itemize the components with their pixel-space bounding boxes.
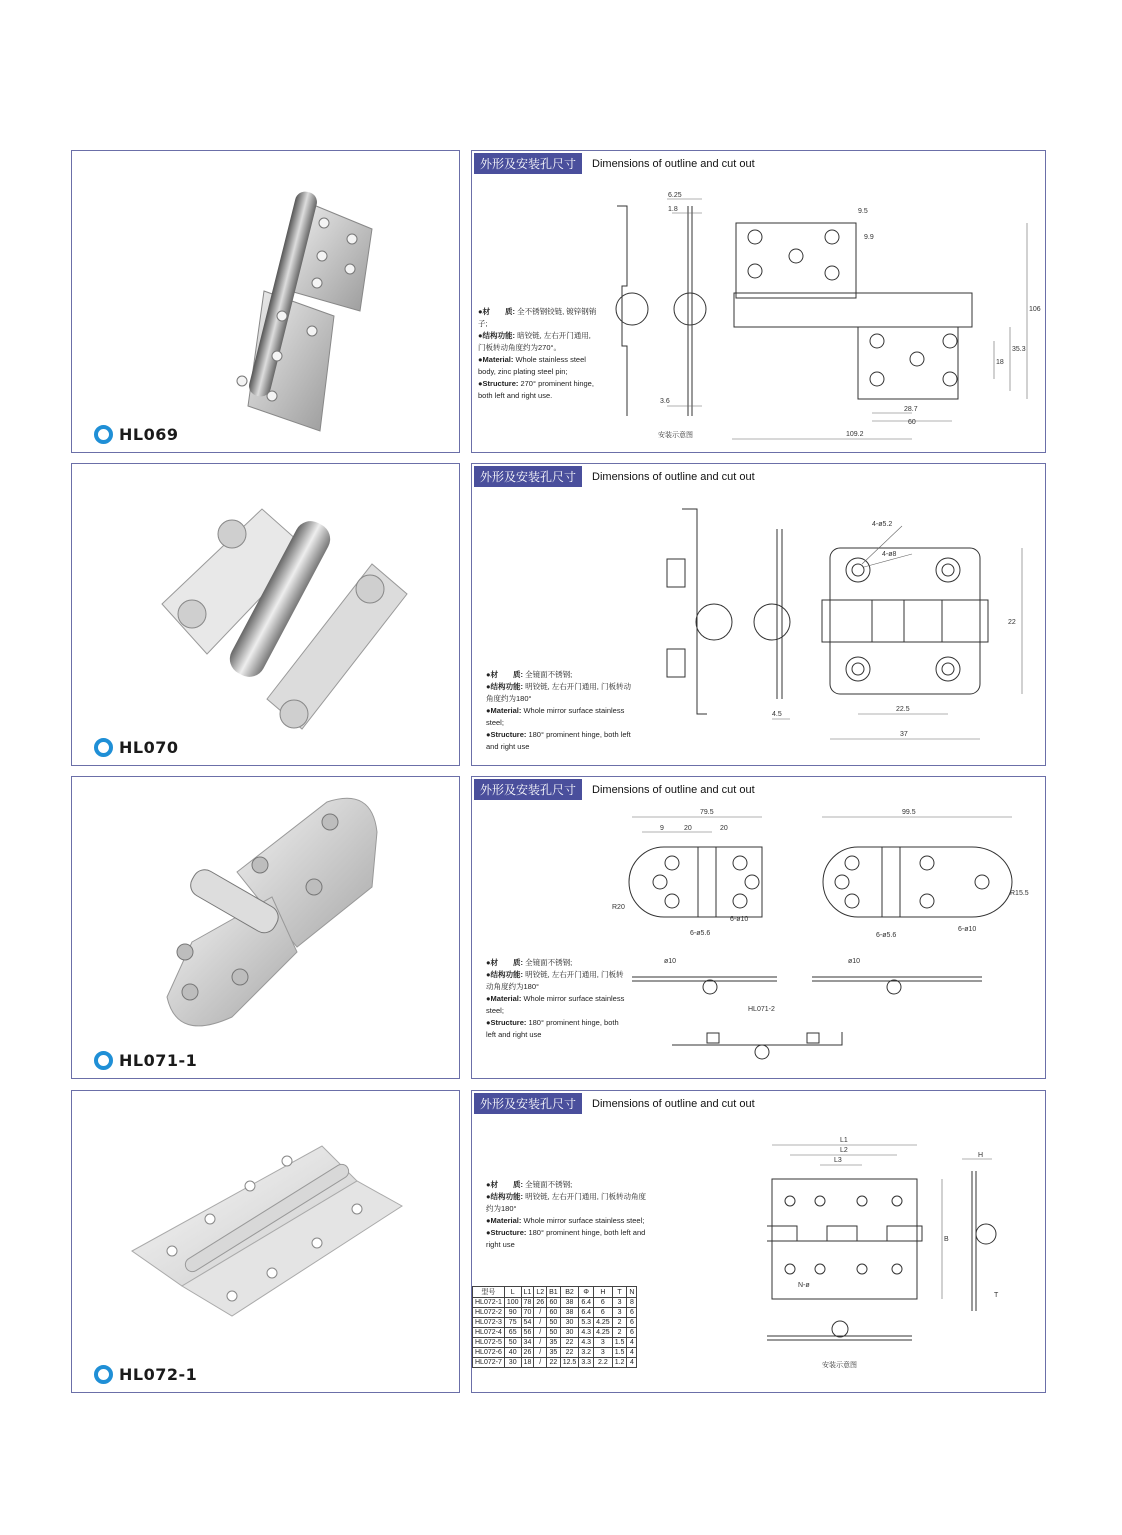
model-label-hl069: HL069 [94, 425, 178, 444]
table-cell: / [534, 1308, 547, 1318]
table-header-cell: L1 [521, 1287, 534, 1298]
spec-header: 外形及安装孔尺寸 Dimensions of outline and cut out [474, 466, 755, 487]
model-label-hl072-1: HL072-1 [94, 1365, 197, 1384]
svg-text:R15.5: R15.5 [1010, 890, 1029, 897]
table-header-cell: T [612, 1287, 627, 1298]
table-header-cell: L [504, 1287, 521, 1298]
table-cell: 100 [504, 1298, 521, 1308]
svg-text:37: 37 [900, 731, 908, 738]
svg-text:安装示意图: 安装示意图 [822, 1362, 857, 1369]
product-photo-hl072-1 [71, 1090, 460, 1393]
table-cell: HL072-1 [473, 1298, 505, 1308]
ring-icon [94, 738, 113, 757]
svg-text:ø10: ø10 [848, 958, 861, 965]
table-cell: 35 [547, 1348, 561, 1358]
table-cell: 38 [560, 1298, 579, 1308]
table-header-row [473, 1287, 637, 1298]
table-cell: 2.2 [594, 1358, 613, 1368]
table-cell: 6.4 [579, 1308, 594, 1318]
spec-description: ●材 质: 全不锈钢铰链, 镀锌钢销子; ●结构功能: 暗铰链, 左右开门通用, 门板转动角度约为270°。 ●Material: Whole stainless steel body, zinc plating steel pin; ●Structure: 270° prominent hinge, both left and right use. [478, 307, 597, 400]
spec-description: ●材 质: 全镜面不锈钢; ●结构功能: 明铰链, 左右开门通用, 门板转动角度约为180° ●Material: Whole mirror surface stainless steel; ●Structure: 180° prominent hinge, both left and right use [486, 958, 625, 1039]
table-row [473, 1338, 637, 1348]
spec-panel-hl069 [471, 150, 1046, 453]
table-cell: / [534, 1318, 547, 1328]
ring-icon [94, 1051, 113, 1070]
table-row [473, 1328, 637, 1338]
svg-text:3.6: 3.6 [660, 398, 670, 405]
model-label-hl071-1: HL071-1 [94, 1051, 197, 1070]
table-header-cell: B2 [560, 1287, 579, 1298]
table-cell: 3 [612, 1308, 627, 1318]
table-cell: 34 [521, 1338, 534, 1348]
table-cell: HL072-6 [473, 1348, 505, 1358]
svg-text:L2: L2 [840, 1147, 848, 1154]
table-cell: 60 [547, 1308, 561, 1318]
table-cell: 1.5 [612, 1338, 627, 1348]
product-photo-hl071-1 [71, 776, 460, 1079]
svg-text:H: H [978, 1152, 984, 1159]
table-cell: HL072-7 [473, 1358, 505, 1368]
table-cell: HL072-3 [473, 1318, 505, 1328]
svg-text:1.8: 1.8 [668, 206, 678, 213]
table-header-cell: H [594, 1287, 613, 1298]
table-cell: 70 [521, 1308, 534, 1318]
table-cell: 2 [612, 1318, 627, 1328]
table-row [473, 1298, 637, 1308]
table-cell: 12.5 [560, 1358, 579, 1368]
table-cell: 3.2 [579, 1348, 594, 1358]
table-cell: / [534, 1348, 547, 1358]
table-cell: 6 [594, 1298, 613, 1308]
table-cell: 30 [560, 1318, 579, 1328]
svg-text:ø10: ø10 [664, 958, 677, 965]
table-cell: 26 [521, 1348, 534, 1358]
table-header-cell: 型号 [473, 1287, 505, 1298]
spec-description: ●材 质: 全镜面不锈钢; ●结构功能: 明铰链, 左右开门通用, 门板转动角度约为180° ●Material: Whole mirror surface stainless steel; ●Structure: 180° prominent hinge, both left and right use [486, 1180, 646, 1249]
table-cell: 30 [560, 1328, 579, 1338]
table-cell: 3 [612, 1298, 627, 1308]
table-cell: 4 [627, 1338, 637, 1348]
spec-panel-hl071-1 [471, 776, 1046, 1079]
table-cell: 30 [504, 1358, 521, 1368]
table-cell: 3.3 [579, 1358, 594, 1368]
table-row [473, 1308, 637, 1318]
table-row [473, 1358, 637, 1368]
table-cell: 54 [521, 1318, 534, 1328]
svg-text:20: 20 [720, 825, 728, 832]
svg-text:22: 22 [1008, 619, 1016, 626]
svg-text:L1: L1 [840, 1137, 848, 1144]
table-cell: 3 [594, 1348, 613, 1358]
drawing-hl069 [472, 151, 1044, 451]
svg-text:6-ø10: 6-ø10 [730, 916, 749, 923]
spec-table-hl072 [472, 1286, 637, 1368]
table-cell: HL072-5 [473, 1338, 505, 1348]
table-header-cell: Φ [579, 1287, 594, 1298]
svg-text:35.3: 35.3 [1012, 346, 1026, 353]
product-photo-hl070 [71, 463, 460, 766]
table-header-cell: B1 [547, 1287, 561, 1298]
table-cell: 65 [504, 1328, 521, 1338]
svg-text:106: 106 [1029, 306, 1041, 313]
table-cell: 22 [547, 1358, 561, 1368]
drawing-hl071 [472, 777, 1044, 1077]
table-row [473, 1348, 637, 1358]
table-cell: 50 [504, 1338, 521, 1348]
svg-text:6-ø10: 6-ø10 [958, 926, 977, 933]
svg-text:安装示意图: 安装示意图 [658, 432, 693, 439]
svg-text:B: B [944, 1236, 949, 1243]
svg-text:60: 60 [908, 419, 916, 426]
table-cell: 60 [547, 1298, 561, 1308]
svg-text:28.7: 28.7 [904, 406, 918, 413]
table-cell: / [534, 1328, 547, 1338]
table-cell: 38 [560, 1308, 579, 1318]
svg-text:L3: L3 [834, 1157, 842, 1164]
table-cell: / [534, 1338, 547, 1348]
svg-text:HL071-2: HL071-2 [748, 1006, 775, 1013]
table-cell: 22 [560, 1348, 579, 1358]
table-cell: 40 [504, 1348, 521, 1358]
product-photo-hl069 [71, 150, 460, 453]
hinge-hl072-1-illustration [72, 1091, 458, 1391]
svg-text:18: 18 [996, 359, 1004, 366]
svg-text:9.5: 9.5 [858, 208, 868, 215]
svg-text:79.5: 79.5 [700, 809, 714, 816]
table-cell: 4.25 [594, 1328, 613, 1338]
table-cell: 26 [534, 1298, 547, 1308]
table-cell: 75 [504, 1318, 521, 1328]
ring-icon [94, 425, 113, 444]
table-cell: 18 [521, 1358, 534, 1368]
spec-description: ●材 质: 全镜面不锈钢; ●结构功能: 明铰链, 左右开门通用, 门板转动角度约为180° ●Material: Whole mirror surface stainless steel; ●Structure: 180° prominent hinge, both left and right use [486, 670, 631, 751]
table-cell: 6 [627, 1318, 637, 1328]
svg-text:6-ø5.6: 6-ø5.6 [690, 930, 711, 937]
table-cell: 6.4 [579, 1298, 594, 1308]
ring-icon [94, 1365, 113, 1384]
table-cell: 1.5 [612, 1348, 627, 1358]
table-cell: 1.2 [612, 1358, 627, 1368]
svg-text:9.9: 9.9 [864, 234, 874, 241]
table-cell: 6 [627, 1328, 637, 1338]
table-cell: 4.25 [594, 1318, 613, 1328]
spec-header: 外形及安装孔尺寸 Dimensions of outline and cut out [474, 153, 755, 174]
svg-text:6.25: 6.25 [668, 192, 682, 199]
svg-text:N-ø: N-ø [798, 1282, 810, 1289]
svg-text:109.2: 109.2 [846, 431, 864, 438]
spec-header: 外形及安装孔尺寸 Dimensions of outline and cut out [474, 779, 755, 800]
table-cell: 3 [594, 1338, 613, 1348]
model-label-hl070: HL070 [94, 738, 178, 757]
table-cell: 90 [504, 1308, 521, 1318]
svg-text:4-ø5.2: 4-ø5.2 [872, 521, 893, 528]
table-row [473, 1318, 637, 1328]
table-header-cell: L2 [534, 1287, 547, 1298]
table-cell: 4 [627, 1358, 637, 1368]
svg-text:9: 9 [660, 825, 664, 832]
table-cell: 2 [612, 1328, 627, 1338]
table-cell: 4 [627, 1348, 637, 1358]
table-cell: 8 [627, 1298, 637, 1308]
svg-text:R20: R20 [612, 904, 625, 911]
hinge-hl071-1-illustration [72, 777, 458, 1077]
table-cell: 35 [547, 1338, 561, 1348]
table-cell: 6 [594, 1308, 613, 1318]
svg-text:T: T [994, 1292, 999, 1299]
svg-text:99.5: 99.5 [902, 809, 916, 816]
table-cell: 22 [560, 1338, 579, 1348]
table-cell: / [534, 1358, 547, 1368]
table-cell: HL072-4 [473, 1328, 505, 1338]
table-cell: 50 [547, 1328, 561, 1338]
table-cell: 78 [521, 1298, 534, 1308]
hinge-hl070-illustration [72, 464, 458, 764]
spec-header: 外形及安装孔尺寸 Dimensions of outline and cut out [474, 1093, 755, 1114]
svg-text:4-ø8: 4-ø8 [882, 551, 897, 558]
table-cell: 5.3 [579, 1318, 594, 1328]
table-cell: 50 [547, 1318, 561, 1328]
svg-text:22.5: 22.5 [896, 706, 910, 713]
hinge-hl069-illustration [72, 151, 458, 451]
table-cell: 4.3 [579, 1328, 594, 1338]
svg-text:6-ø5.6: 6-ø5.6 [876, 932, 897, 939]
svg-text:20: 20 [684, 825, 692, 832]
table-cell: 6 [627, 1308, 637, 1318]
drawing-hl070 [472, 464, 1044, 764]
spec-panel-hl072-1 [471, 1090, 1046, 1393]
table-cell: 4.3 [579, 1338, 594, 1348]
table-header-cell: N [627, 1287, 637, 1298]
table-cell: HL072-2 [473, 1308, 505, 1318]
spec-panel-hl070 [471, 463, 1046, 766]
table-cell: 56 [521, 1328, 534, 1338]
svg-text:4.5: 4.5 [772, 711, 782, 718]
